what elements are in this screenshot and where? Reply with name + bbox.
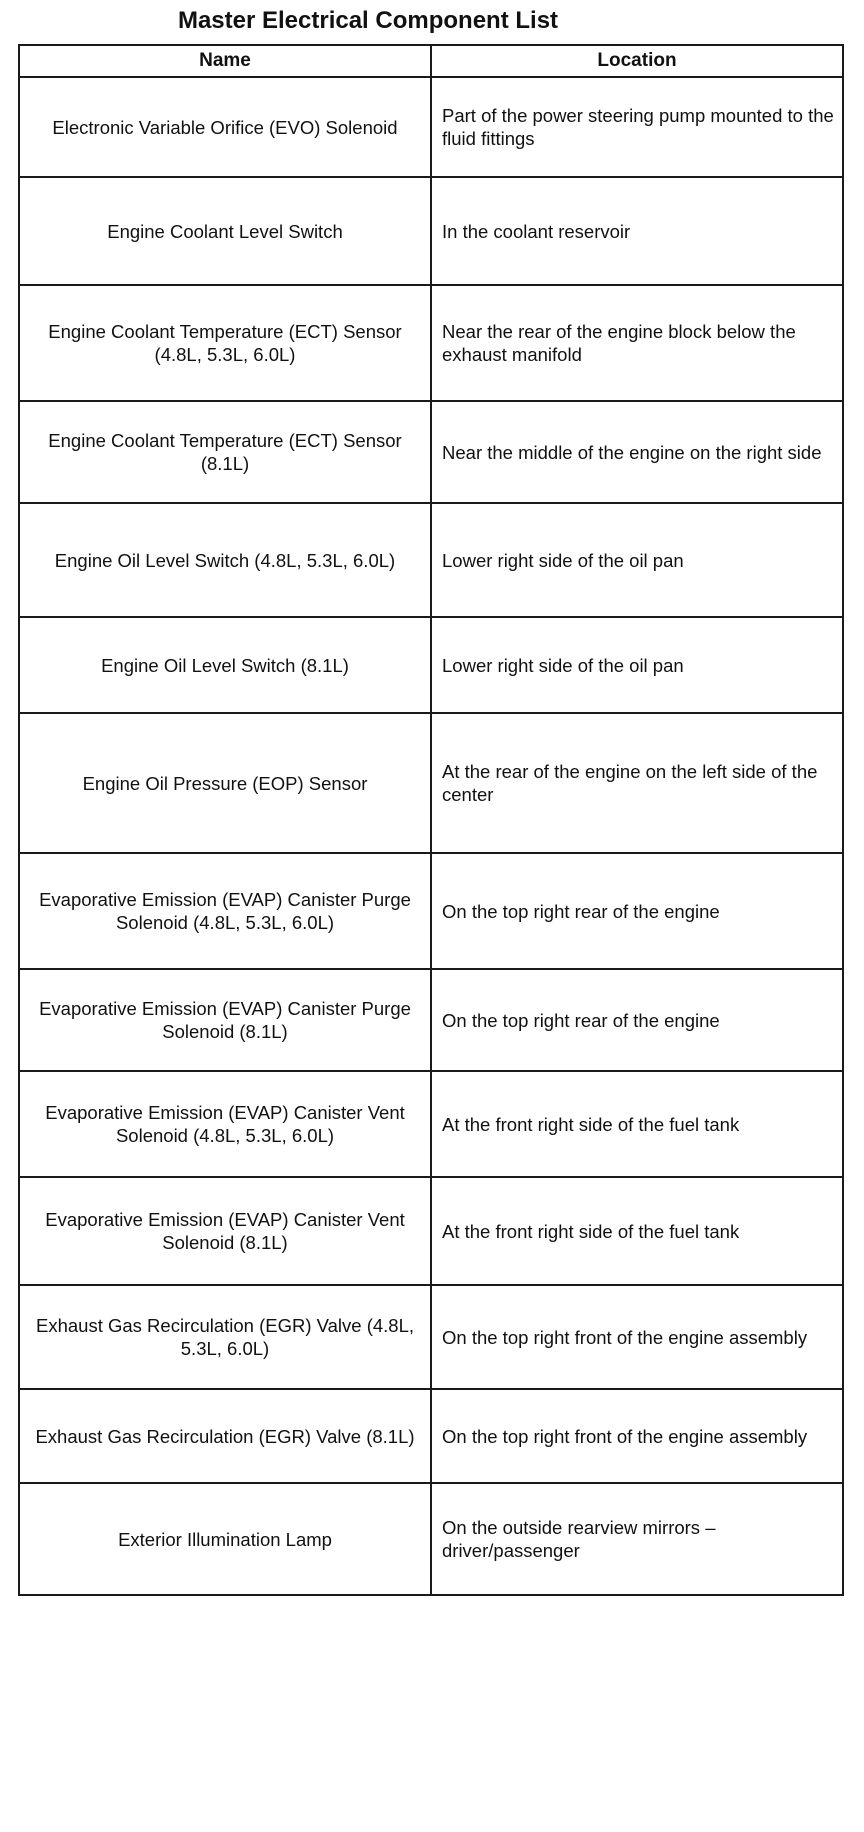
component-location-cell: On the top right rear of the engine	[431, 853, 843, 969]
component-name-cell: Exhaust Gas Recirculation (EGR) Valve (8.1L)	[19, 1389, 431, 1483]
component-location-cell: On the top right front of the engine assembly	[431, 1285, 843, 1389]
component-name-cell: Engine Oil Pressure (EOP) Sensor	[19, 713, 431, 853]
component-location-cell: Part of the power steering pump mounted to the fluid fittings	[431, 77, 843, 177]
table-header-row	[19, 45, 843, 77]
component-location-cell: Near the rear of the engine block below the exhaust manifold	[431, 285, 843, 401]
component-name-cell: Exterior Illumination Lamp	[19, 1483, 431, 1595]
table-row	[19, 713, 843, 853]
table-row	[19, 617, 843, 713]
table-row	[19, 853, 843, 969]
table-row	[19, 1285, 843, 1389]
component-name-cell: Evaporative Emission (EVAP) Canister Vent Solenoid (8.1L)	[19, 1177, 431, 1285]
component-name-cell: Evaporative Emission (EVAP) Canister Purge Solenoid (8.1L)	[19, 969, 431, 1071]
table-row	[19, 177, 843, 285]
component-location-cell: At the front right side of the fuel tank	[431, 1177, 843, 1285]
component-name-cell: Engine Oil Level Switch (8.1L)	[19, 617, 431, 713]
table-row	[19, 969, 843, 1071]
component-location-cell: Near the middle of the engine on the right side	[431, 401, 843, 503]
component-location-cell: In the coolant reservoir	[431, 177, 843, 285]
component-name-cell: Engine Oil Level Switch (4.8L, 5.3L, 6.0L)	[19, 503, 431, 617]
component-name-cell: Engine Coolant Temperature (ECT) Sensor (8.1L)	[19, 401, 431, 503]
component-name-cell: Evaporative Emission (EVAP) Canister Purge Solenoid (4.8L, 5.3L, 6.0L)	[19, 853, 431, 969]
component-location-cell: On the top right front of the engine assembly	[431, 1389, 843, 1483]
component-name-cell: Engine Coolant Temperature (ECT) Sensor (4.8L, 5.3L, 6.0L)	[19, 285, 431, 401]
document-title: Master Electrical Component List	[177, 7, 559, 34]
component-location-cell: At the rear of the engine on the left side of the center	[431, 713, 843, 853]
column-header-location: Location	[431, 45, 843, 77]
table-row	[19, 1177, 843, 1285]
component-location-cell: On the outside rearview mirrors – driver/passenger	[431, 1483, 843, 1595]
table-row	[19, 285, 843, 401]
table-row	[19, 1071, 843, 1177]
table-row	[19, 1389, 843, 1483]
table-body	[19, 77, 843, 1595]
component-name-cell: Engine Coolant Level Switch	[19, 177, 431, 285]
column-header-name: Name	[19, 45, 431, 77]
table-row	[19, 77, 843, 177]
component-name-cell: Evaporative Emission (EVAP) Canister Vent Solenoid (4.8L, 5.3L, 6.0L)	[19, 1071, 431, 1177]
component-name-cell: Electronic Variable Orifice (EVO) Solenoid	[19, 77, 431, 177]
component-location-cell: On the top right rear of the engine	[431, 969, 843, 1071]
component-table	[18, 44, 844, 1596]
component-location-cell: At the front right side of the fuel tank	[431, 1071, 843, 1177]
component-location-cell: Lower right side of the oil pan	[431, 503, 843, 617]
table-row	[19, 401, 843, 503]
table-row	[19, 1483, 843, 1595]
table-row	[19, 503, 843, 617]
component-location-cell: Lower right side of the oil pan	[431, 617, 843, 713]
component-name-cell: Exhaust Gas Recirculation (EGR) Valve (4.8L, 5.3L, 6.0L)	[19, 1285, 431, 1389]
